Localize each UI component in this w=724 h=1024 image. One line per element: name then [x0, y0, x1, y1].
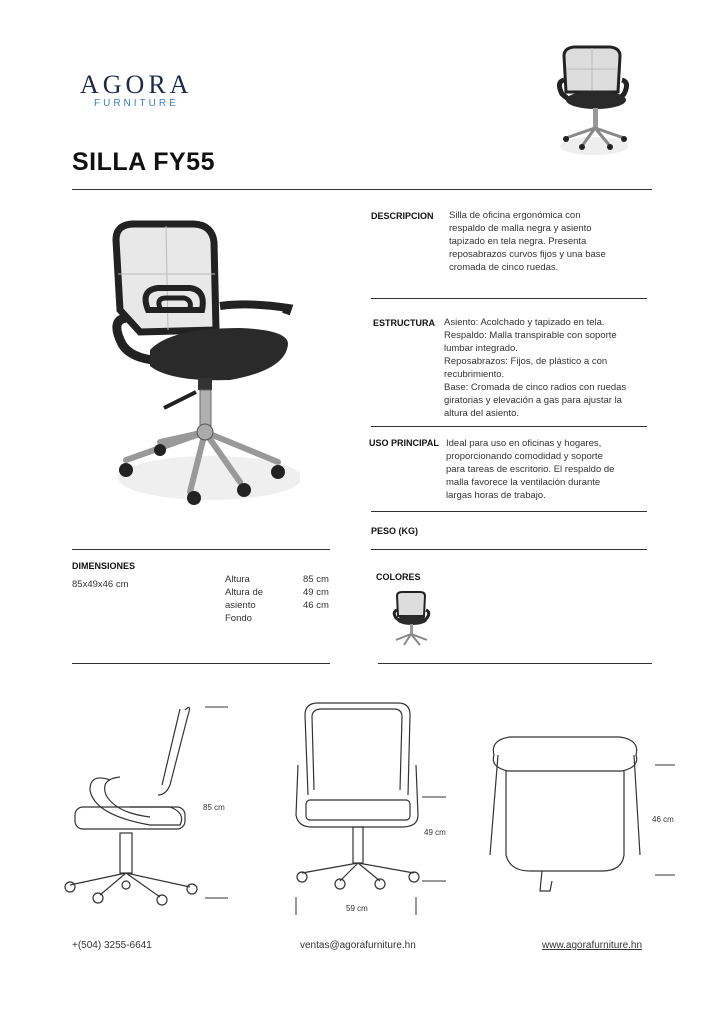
estructura-line: Respaldo: Malla transpirable con soporte [444, 330, 617, 341]
dim-row-name: Altura de asiento [225, 587, 264, 611]
estructura-line: Base: Cromada de cinco radios con ruedas [444, 382, 627, 393]
estructura-line: Asiento: Acolchado y tapizado en tela. [444, 317, 605, 328]
colores-label: COLORES [376, 572, 421, 582]
dim-row-value: 46 cm [303, 600, 329, 611]
dim-row-name: Fondo [225, 613, 252, 624]
uso-text [446, 437, 656, 502]
section-divider [371, 426, 647, 427]
uso-line: proporcionando comodidad y soporte [446, 451, 603, 462]
side-height-label: 85 cm [203, 803, 225, 812]
back-depth-label: 46 cm [652, 815, 674, 824]
section-divider [72, 549, 330, 550]
uso-line: para tareas de escritorio. El respaldo de [446, 464, 615, 475]
estructura-line: altura del asiento. [444, 408, 519, 419]
estructura-line: recubrimiento. [444, 369, 505, 380]
descripcion-line: Silla de oficina ergonómica con [449, 210, 581, 221]
descripcion-line: respaldo de malla negra y asiento [449, 223, 592, 234]
uso-line: malla favorece la ventilación durante [446, 477, 601, 488]
descripcion-label: DESCRIPCION [371, 211, 434, 221]
section-divider [371, 511, 647, 512]
dim-row-value: 85 cm [303, 574, 329, 585]
uso-line: Ideal para uso en oficinas y hogares, [446, 438, 602, 449]
section-divider [72, 663, 330, 664]
section-divider [378, 663, 652, 664]
estructura-text [444, 316, 659, 420]
footer-email[interactable]: ventas@agorafurniture.hn [300, 940, 416, 951]
product-title: SILLA FY55 [72, 148, 215, 176]
thumbnail-chair-image [552, 42, 636, 158]
descripcion-line: tapizado en tela negra. Presenta [449, 236, 587, 247]
front-view-drawing [296, 703, 419, 889]
color-swatch-black-chair [390, 590, 434, 648]
front-width-label: 59 cm [346, 904, 368, 913]
estructura-line: lumbar integrado. [444, 343, 518, 354]
main-chair-image [100, 210, 300, 510]
back-view-drawing [490, 737, 640, 891]
technical-drawings [50, 695, 680, 925]
dim-row-value: 49 cm [303, 587, 329, 598]
dimensiones-size: 85x49x46 cm [72, 579, 129, 590]
uso-label: USO PRINCIPAL [369, 438, 439, 448]
brand-tagline: FURNITURE [94, 98, 179, 109]
title-divider [72, 189, 652, 190]
descripcion-line: reposabrazos curvos fijos y una base [449, 249, 606, 260]
section-divider [371, 298, 647, 299]
section-divider [371, 549, 647, 550]
side-view-drawing [65, 707, 197, 905]
footer-website-link[interactable]: www.agorafurniture.hn [542, 940, 643, 951]
estructura-label: ESTRUCTURA [373, 318, 435, 328]
footer-phone[interactable]: +(504) 3255-6641 [72, 940, 152, 951]
descripcion-text [449, 209, 654, 274]
dimensiones-label: DIMENSIONES [72, 561, 136, 571]
brand-logo: AGORA [80, 70, 193, 99]
descripcion-line: cromada de cinco ruedas. [449, 262, 559, 273]
estructura-line: Reposabrazos: Fijos, de plástico a con [444, 356, 608, 367]
uso-line: largas horas de trabajo. [446, 490, 546, 501]
estructura-line: giratorias y elevación a gas para ajustar la [444, 395, 622, 406]
dim-row-name: Altura [225, 574, 250, 585]
front-seat-height-label: 49 cm [424, 828, 446, 837]
peso-label: PESO (KG) [371, 526, 419, 536]
